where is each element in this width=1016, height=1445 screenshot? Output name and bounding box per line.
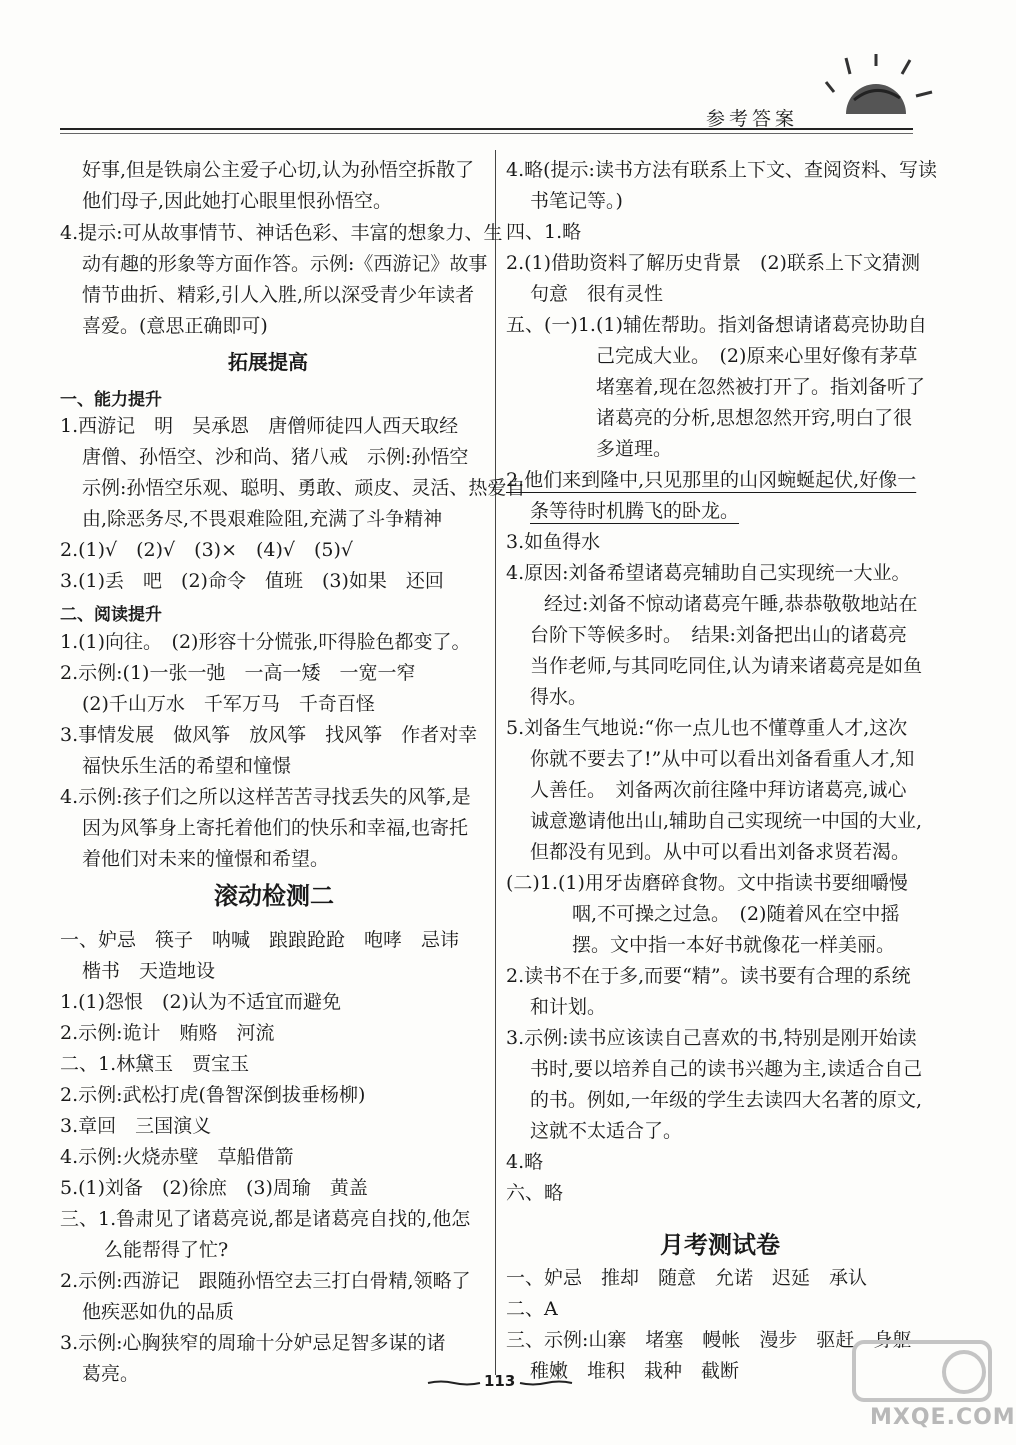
page-number-ornament-left bbox=[428, 1380, 480, 1386]
left-answer-line: 他疾恶如仇的品质 bbox=[82, 1301, 235, 1323]
left-answer-line: 葛亮。 bbox=[82, 1363, 140, 1385]
right-answer-line: 咽,不可操之过急。 (2)随着风在空中摇 bbox=[572, 903, 900, 925]
right-answer-line: 2.他们来到隆中,只见那里的山冈蜿蜒起伏,好像一 bbox=[506, 469, 917, 491]
page-number: 113 bbox=[484, 1372, 516, 1390]
right-answer-line: 己完成大业。 (2)原来心里好像有茅草 bbox=[596, 345, 918, 367]
right-answer-line: 4.原因:刘备希望诸葛亮辅助自己实现统一大业。 bbox=[506, 562, 911, 584]
left-answer-line: 5.(1)刘备 (2)徐庶 (3)周瑜 黄盖 bbox=[60, 1177, 368, 1199]
left-answer-line: 因为风筝身上寄托着他们的快乐和幸福,也寄托 bbox=[82, 817, 469, 839]
subsection-title: 一、能力提升 bbox=[60, 390, 162, 410]
right-answer-line: 和计划。 bbox=[530, 996, 607, 1018]
left-answer-line: 动有趣的形象等方面作答。示例:《西游记》故事 bbox=[82, 253, 488, 275]
right-answer-line: 三、示例:山寨 堵塞 幔帐 漫步 驱赶 身躯 bbox=[506, 1329, 912, 1351]
header-rule-thin bbox=[60, 133, 913, 134]
right-answer-line: 4.略(提示:读书方法有联系上下文、查阅资料、写读 bbox=[506, 159, 937, 181]
left-answer-line: 喜爱。(意思正确即可) bbox=[82, 315, 268, 337]
right-answer-line: 得水。 bbox=[530, 686, 588, 708]
left-answer-line: (2)千山万水 千军万马 千奇百怪 bbox=[82, 693, 375, 715]
left-answer-line: 2.示例:西游记 跟随孙悟空去三打白骨精,领略了 bbox=[60, 1270, 471, 1292]
right-answer-line: 4.略 bbox=[506, 1151, 544, 1173]
right-answer-line: 你就不要去了!”从中可以看出刘备看重人才,知 bbox=[530, 748, 915, 770]
left-answer-line: 3.(1)丢 吧 (2)命令 值班 (3)如果 还回 bbox=[60, 570, 444, 592]
column-divider bbox=[495, 150, 496, 1375]
left-answer-line: 1.(1)向往。 (2)形容十分慌张,吓得脸色都变了。 bbox=[60, 631, 471, 653]
right-answer-line: 诚意邀请他出山,辅助自己实现统一中国的大业, bbox=[530, 810, 923, 832]
left-answer-line: 二、1.林黛玉 贾宝玉 bbox=[60, 1053, 250, 1075]
right-answer-line: 3.示例:读书应该读自己喜欢的书,特别是刚开始读 bbox=[506, 1027, 917, 1049]
right-answer-line: 2.(1)借助资料了解历史背景 (2)联系上下文猜测 bbox=[506, 252, 920, 274]
left-answer-line: 4.示例:火烧赤壁 草船借箭 bbox=[60, 1146, 294, 1168]
right-answer-line: 人善任。 刘备两次前往隆中拜访诸葛亮,诚心 bbox=[530, 779, 907, 801]
right-answer-line: 摆。文中指一本好书就像花一样美丽。 bbox=[572, 934, 896, 956]
left-answer-line: 福快乐生活的希望和憧憬 bbox=[82, 755, 292, 777]
left-answer-line: 三、1.鲁肃见了诸葛亮说,都是诸葛亮自找的,他怎 bbox=[60, 1208, 471, 1230]
right-answer-line: 的书。例如,一年级的学生去读四大名著的原文, bbox=[530, 1089, 923, 1111]
left-answer-line: 3.章回 三国演义 bbox=[60, 1115, 212, 1137]
left-answer-line: 4.提示:可从故事情节、神话色彩、丰富的想象力、生 bbox=[60, 222, 503, 244]
left-answer-line: 情节曲折、精彩,引人入胜,所以深受青少年读者 bbox=[82, 284, 475, 306]
right-answer-line: 四、1.略 bbox=[506, 221, 582, 243]
right-answer-line: 堵塞着,现在忽然被打开了。指刘备听了 bbox=[596, 376, 926, 398]
right-answer-line: 二、A bbox=[506, 1298, 558, 1320]
subsection-title: 二、阅读提升 bbox=[60, 605, 162, 625]
header-label: 参考答案 bbox=[706, 108, 799, 130]
left-answer-line: 楷书 天造地设 bbox=[82, 960, 216, 982]
left-answer-line: 他们母子,因此她打心眼里恨孙悟空。 bbox=[82, 190, 393, 212]
left-answer-line: 4.示例:孩子们之所以这样苦苦寻找丢失的风筝,是 bbox=[60, 786, 471, 808]
right-answer-line: 台阶下等候多时。 结果:刘备把出山的诸葛亮 bbox=[530, 624, 907, 646]
right-answer-line: 条等待时机腾飞的卧龙。 bbox=[530, 500, 740, 522]
right-answer-line: 经过:刘备不惊动诸葛亮午睡,恭恭敬敬地站在 bbox=[544, 593, 918, 615]
right-answer-line: 5.刘备生气地说:“你一点儿也不懂尊重人才,这次 bbox=[506, 717, 908, 739]
right-answer-line: 当作老师,与其同吃同住,认为请来诸葛亮是如鱼 bbox=[530, 655, 923, 677]
right-answer-line: 3.如鱼得水 bbox=[506, 531, 601, 553]
left-answer-line: 着他们对未来的憧憬和希望。 bbox=[82, 848, 330, 870]
left-answer-line: 3.示例:心胸狭窄的周瑜十分妒忌足智多谋的诸 bbox=[60, 1332, 446, 1354]
header-rule bbox=[60, 128, 913, 130]
left-answer-line: 么能帮得了忙? bbox=[104, 1239, 229, 1261]
left-answer-line: 1.(1)怨恨 (2)认为不适宜而避免 bbox=[60, 991, 341, 1013]
left-answer-line: 2.示例:(1)一张一弛 一高一矮 一宽一窄 bbox=[60, 662, 416, 684]
left-answer-line: 2.示例:诡计 贿赂 河流 bbox=[60, 1022, 275, 1044]
left-answer-line: 1.西游记 明 吴承恩 唐僧师徒四人西天取经 bbox=[60, 415, 459, 437]
section-title: 滚动检测二 bbox=[214, 882, 334, 910]
left-answer-line: 由,除恶务尽,不畏艰难险阻,充满了斗争精神 bbox=[82, 508, 443, 530]
right-answer-line: 句意 很有灵性 bbox=[530, 283, 664, 305]
right-answer-line: 一、妒忌 推却 随意 允诺 迟延 承认 bbox=[506, 1267, 868, 1289]
right-answer-line: 书时,要以培养自己的读书兴趣为主,读适合自己 bbox=[530, 1058, 923, 1080]
right-answer-line: (二)1.(1)用牙齿磨碎食物。文中指读书要细嚼慢 bbox=[506, 872, 908, 894]
right-answer-line: 但都没有见到。从中可以看出刘备求贤若渴。 bbox=[530, 841, 911, 863]
left-answer-line: 一、妒忌 筷子 呐喊 踉踉跄跄 咆哮 忌讳 bbox=[60, 929, 460, 951]
right-answer-line: 六、略 bbox=[506, 1182, 564, 1204]
right-answer-line: 诸葛亮的分析,思想忽然开窍,明白了很 bbox=[596, 407, 913, 429]
right-answer-line: 书笔记等。) bbox=[530, 190, 623, 212]
section-title: 月考测试卷 bbox=[660, 1231, 780, 1259]
section-title: 拓展提高 bbox=[228, 350, 308, 374]
sun-icon bbox=[824, 52, 934, 132]
right-answer-line: 2.读书不在于多,而要“精”。读书要有合理的系统 bbox=[506, 965, 911, 987]
watermark-text: MXQE.COM bbox=[870, 1405, 1016, 1430]
left-answer-line: 2.示例:武松打虎(鲁智深倒拔垂杨柳) bbox=[60, 1084, 366, 1106]
page-number-ornament-right bbox=[520, 1380, 572, 1386]
right-answer-line: 稚嫩 堆积 栽种 截断 bbox=[530, 1360, 740, 1382]
left-answer-line: 示例:孙悟空乐观、聪明、勇敢、顽皮、灵活、热爱自 bbox=[82, 477, 526, 499]
right-answer-line: 这就不太适合了。 bbox=[530, 1120, 683, 1142]
right-answer-line: 多道理。 bbox=[596, 438, 673, 460]
left-answer-line: 唐僧、孙悟空、沙和尚、猪八戒 示例:孙悟空 bbox=[82, 446, 469, 468]
right-answer-line: 五、(一)1.(1)辅佐帮助。指刘备想请诸葛亮协助自 bbox=[506, 314, 927, 336]
left-answer-line: 好事,但是铁扇公主爱子心切,认为孙悟空拆散了 bbox=[82, 159, 475, 181]
left-answer-line: 2.(1)√ (2)√ (3)× (4)√ (5)√ bbox=[60, 539, 354, 561]
left-answer-line: 3.事情发展 做风筝 放风筝 找风筝 作者对幸 bbox=[60, 724, 478, 746]
